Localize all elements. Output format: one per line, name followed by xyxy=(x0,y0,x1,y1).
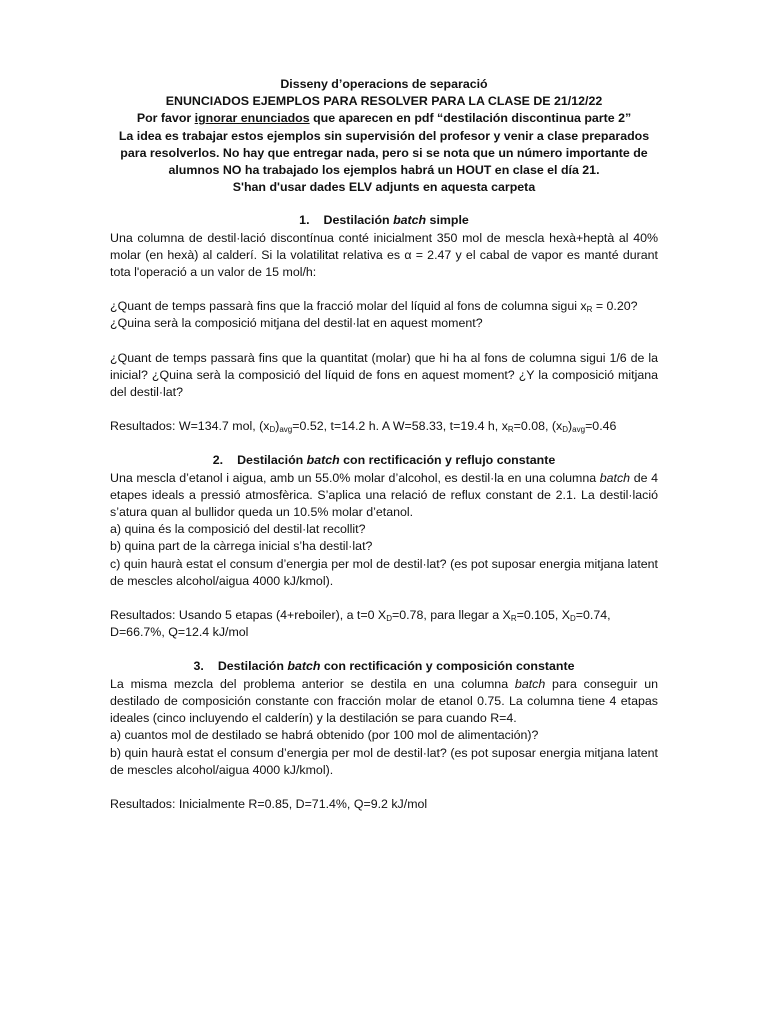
section-3-question-b: b) quin haurà estat el consum d’energia per mol de destil·lat? (es pot suposar energia mitjana latent de mescles alcohol/aigua 4000 kJ/kmol). xyxy=(110,745,658,777)
section-2-title: 2. Destilación batch con rectificación y reflujo constante xyxy=(212,453,556,468)
document-header xyxy=(110,76,658,196)
instruction-line: alumnos NO ha trabajado los ejemplos habrá un HOUT en clase el día 21. xyxy=(168,163,600,178)
section-2-results: Resultados: Usando 5 etapas (4+reboiler), a t=0 $X_D=0.78$, para llegar a $X_R=0.105$, $X_D=0.74$, xyxy=(110,608,611,624)
exercise-heading: ENUNCIADOS EJEMPLOS PARA RESOLVER PARA LA CLASE DE 21/12/22 xyxy=(165,94,603,109)
section-3-question-a: a) cuantos mol de destilado se habrá obtenido (por 100 mol de alimentación)? xyxy=(110,728,539,743)
section-1-title: 1. Destilación batch simple xyxy=(299,213,469,228)
section-1-question-1b: ¿Quina serà la composició mitjana del destil·lat en aquest moment? xyxy=(110,316,483,331)
section-1-results: Resultados: W=134.7 mol, $(x_D)_{avg}=0.52$, t=14.2 h. A W=58.33, t=19.4 h, $x_R=0.08$, $(x_D)_{avg}=0.46$ xyxy=(110,419,617,435)
underlined-text: ignorar enunciados xyxy=(194,111,310,126)
section-1-statement: Una columna de destil·lació discontínua conté inicialment 350 mol de mescla hexà+heptà al 40% molar (en hexà) al calderí. Si la volatilitat relativa es α = 2.47 y el cabal de vapor es manté durant tota l'operació a un valor de 15 mol/h: xyxy=(110,230,658,280)
instruction-line: S'han d'usar dades ELV adjunts en aquesta carpeta xyxy=(232,180,536,195)
course-title: Disseny d’operacions de separació xyxy=(280,77,488,91)
section-2-results-line-2: D=66.7%, Q=12.4 kJ/mol xyxy=(110,625,249,640)
section-1-question-1: ¿Quant de temps passarà fins que la fracció molar del líquid al fons de columna sigui $x_R = 0.20$? xyxy=(110,299,638,315)
instruction-line: Por favor ignorar enunciados que aparecen en pdf “destilación discontinua parte 2” xyxy=(136,111,632,126)
document-content xyxy=(110,76,658,813)
section-2-question-a: a) quina és la composició del destil·lat recollit? xyxy=(110,522,366,537)
instruction-line: La idea es trabajar estos ejemplos sin supervisión del profesor y venir a clase preparados xyxy=(118,128,650,143)
section-1-question-2: ¿Quant de temps passarà fins que la quantitat (molar) que hi ha al fons de columna sigui 1/6 de la inicial? ¿Quina serà la composició del líquid de fons en aquest moment? ¿Y la composició mitjana del destil·lat? xyxy=(110,350,658,400)
section-3-results: Resultados: Inicialmente R=0.85, D=71.4%, Q=9.2 kJ/mol xyxy=(110,796,428,811)
section-2-statement: Una mescla d’etanol i aigua, amb un 55.0% molar d’alcohol, es destil·la en una columna batch de 4 etapes ideals a pressió atmosfèrica. S’aplica una relació de reflux constant de 2.1. La destil·lació s’atura quan al bullidor queda un 10.5% molar d’etanol. xyxy=(110,470,658,520)
instruction-line: para resolverlos. No hay que entregar nada, pero si se nota que un número importante de xyxy=(120,145,648,160)
section-2-question-b: b) quina part de la càrrega inicial s’ha destil·lat? xyxy=(110,539,373,554)
section-2-question-c: c) quin haurà estat el consum d’energia per mol de destil·lat? (es pot suposar energia mitjana latent de mescles alcohol/aigua 4000 kJ/kmol). xyxy=(110,556,658,588)
section-3-statement: La misma mezcla del problema anterior se destila en una columna batch para conseguir un destilado de composición constante con fracción molar de etanol 0.75. La columna tiene 4 etapas ideales (cinco incluyendo el calderín) y la destilación se para cuando R=4. xyxy=(110,676,658,726)
section-3-title: 3. Destilación batch con rectificación y composición constante xyxy=(193,659,575,674)
